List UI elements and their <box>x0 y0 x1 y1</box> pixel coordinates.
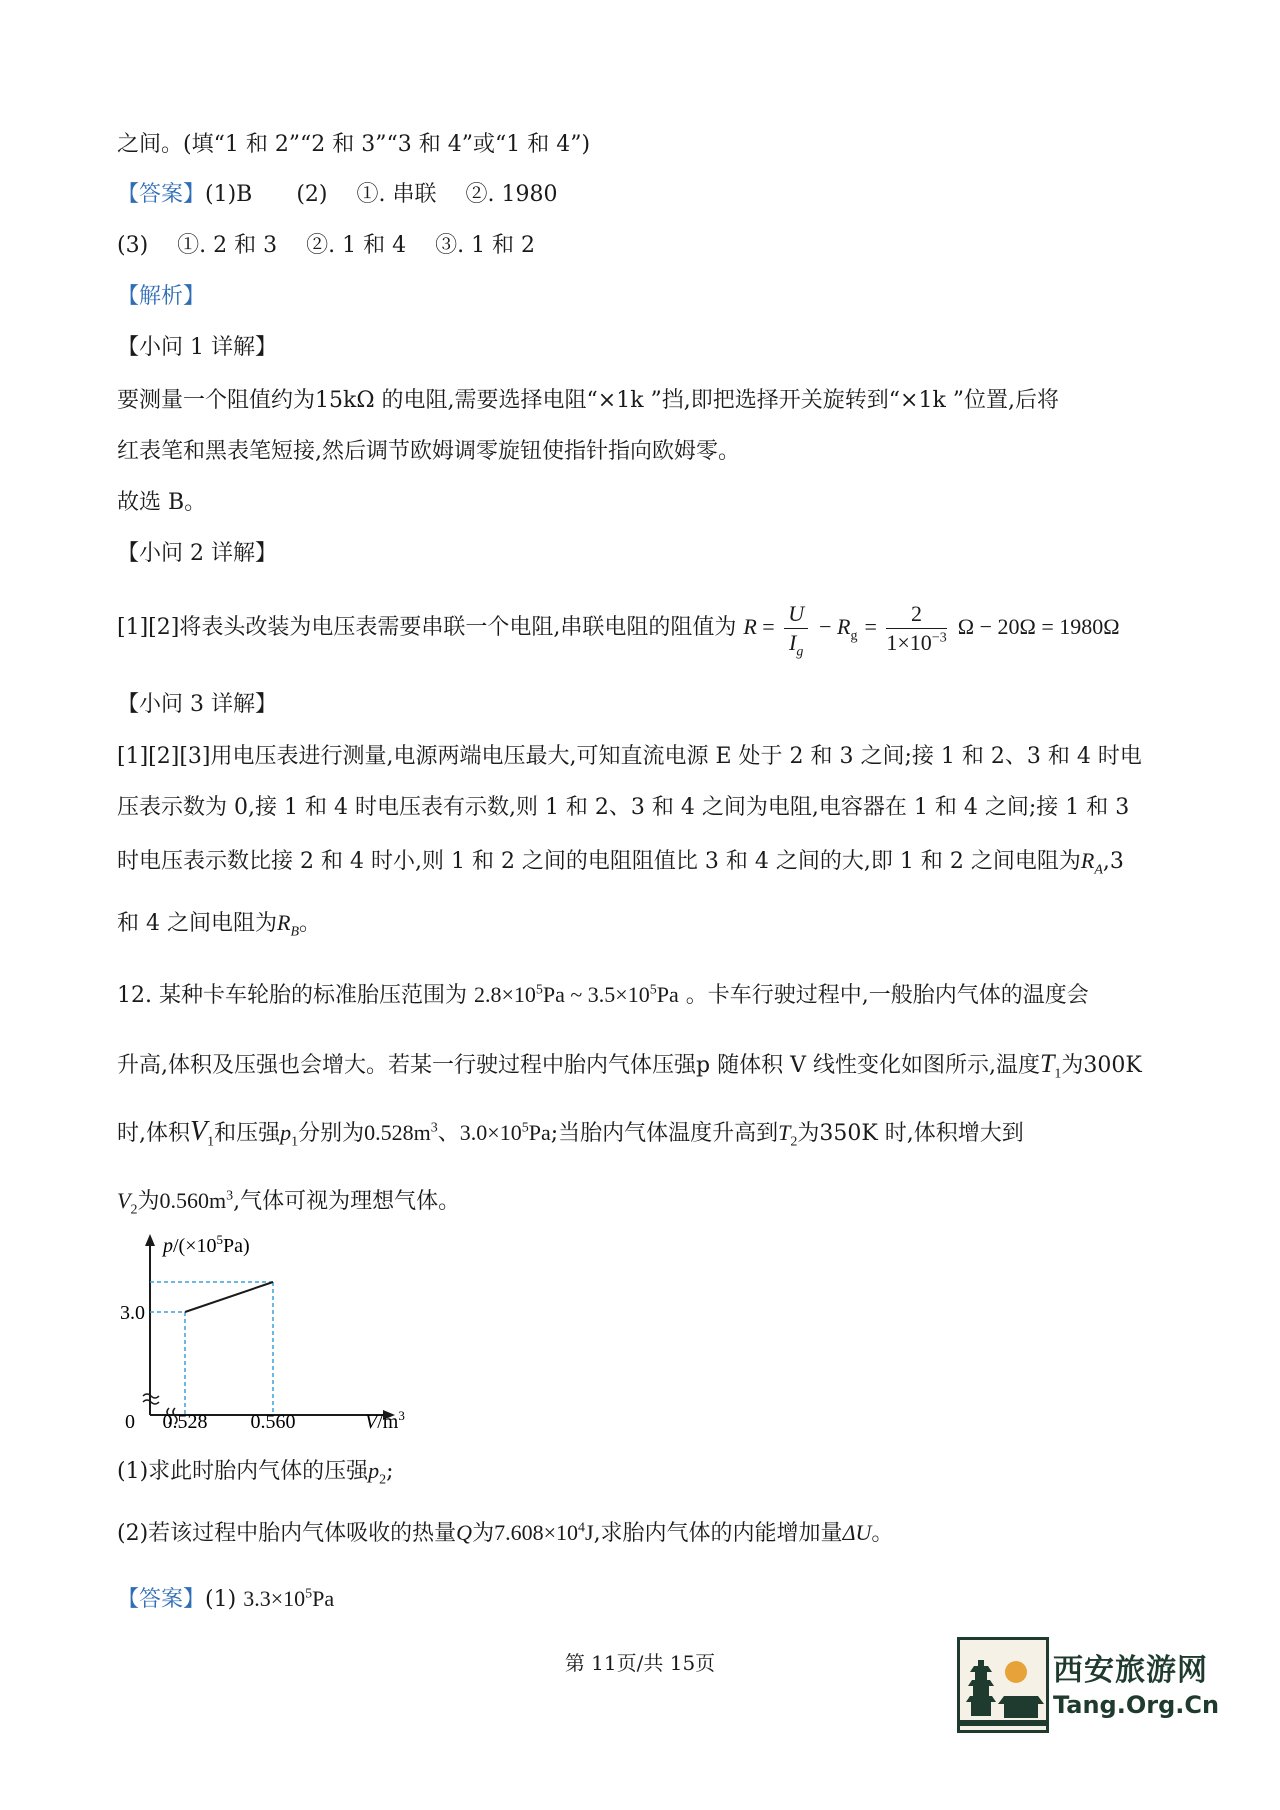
q2-heading: 【小问 2 详解】 <box>117 541 277 566</box>
pagoda-icon <box>957 1637 1049 1733</box>
answer-line-1 <box>117 180 557 210</box>
q2-para-1: [1][2]将表头改装为电压表需要串联一个电阻,串联电阻的阻值为 R = $\frac{U}{I_g}$ − $R_g$ = $\frac{2}{1\times 10^{-3}}$ Ω − 20Ω = 1980Ω <box>117 600 1120 659</box>
sub-question-1: (1)求此时胎内气体的压强$p_2$; <box>117 1458 394 1488</box>
x-tick-label-0.528: 0.528 <box>162 1411 208 1430</box>
q3-para-1: [1][2][3]用电压表进行测量,电源两端电压最大,可知直流电源 E 处于 2 和 3 之间;接 1 和 2、3 和 4 时电 <box>117 744 1142 769</box>
answer-tag: 【答案】 <box>117 182 206 207</box>
y-axis-arrow <box>145 1234 155 1246</box>
p-v-graph <box>115 1230 435 1430</box>
logo-text-cn: 西安旅游网 <box>1053 1653 1208 1688</box>
y-tick-label-3.0: 3.0 <box>120 1302 145 1324</box>
formula-R: R <box>743 614 757 639</box>
series-line-p-v <box>185 1282 273 1312</box>
formula-frac-2-over-1e-3: $\frac{2}{1\times 10^{-3}}$ <box>886 600 947 655</box>
formula-frac-U-Ig: $\frac{U}{I_g}$ <box>784 600 808 657</box>
q3-para-4: 和 4 之间电阻为$R_B$。 <box>117 910 322 940</box>
q1-para-3: 故选 B。 <box>117 490 207 515</box>
problem-12-line-1: 12. 某种卡车轮胎的标准胎压范围为 $2.8\times 10^5Pa$ ~ $3.5\times 10^5Pa$ 。卡车行驶过程中,一般胎内气体的温度会 <box>117 982 1089 1008</box>
formula-result: Ω − 20Ω = 1980Ω <box>957 614 1120 639</box>
problem-12-line-4: $V_2$为$0.560m^3$,气体可视为理想气体。 <box>117 1188 461 1218</box>
q1-para-2: 红表笔和黑表笔短接,然后调节欧姆调零旋钮使指针指向欧姆零。 <box>117 439 740 464</box>
answer-line-2: (3) ①. 2 和 3 ②. 1 和 4 ③. 1 和 2 <box>117 233 536 258</box>
q3-heading: 【小问 3 详解】 <box>117 692 277 717</box>
x-tick-label-0.560: 0.560 <box>250 1411 296 1430</box>
problem-12-line-3: 时,体积$V_1$和压强$p_1$分别为$0.528m^3$、$3.0\times 10^5Pa$;当胎内气体温度升高到$T_2$为350K 时,体积增大到 <box>117 1116 1024 1150</box>
answer-line-12: 【答案】(1) $3.3\times 10^5Pa$ <box>117 1586 335 1612</box>
answer-text: (1)B (2) ①. 串联 ②. 1980 <box>205 182 558 207</box>
answer-tag-12: 【答案】 <box>117 1587 206 1612</box>
origin-label: 0 <box>125 1411 135 1430</box>
problem-12-line-2: 升高,体积及压强也会增大。若某一行驶过程中胎内气体压强p 随体积 V 线性变化如图所示,温度$T_1$为300K <box>117 1049 1142 1082</box>
page-footer: 第 11页/共 15页 <box>564 1651 716 1675</box>
y-axis-label: $p/(\times 10^5Pa)$ <box>163 1232 250 1257</box>
q3-para-3: 时电压表示数比接 2 和 4 时小,则 1 和 2 之间的电阻阻值比 3 和 4 之间的大,即 1 和 2 之间电阻为$R_A,3$ <box>117 848 1124 878</box>
q3-para-2: 压表示数为 0,接 1 和 4 时电压表有示数,则 1 和 2、3 和 4 之间为电阻,电容器在 1 和 4 之间;接 1 和 3 <box>117 795 1130 820</box>
q1-para-1: 要测量一个阻值约为15kΩ 的电阻,需要选择电阻“×1k ”挡,即把选择开关旋转到“×1k ”位置,后将 <box>117 388 1060 413</box>
logo-text-en: Tang.Org.Cn <box>1053 1691 1220 1719</box>
sub-question-2: (2)若该过程中胎内气体吸收的热量Q为$7.608\times 10^4J$,求胎内气体的内能增加量ΔU。 <box>117 1520 894 1546</box>
site-logo <box>957 1637 1220 1735</box>
q1-heading: 【小问 1 详解】 <box>117 335 277 360</box>
x-axis-label: $V/m^3$ <box>365 1408 405 1430</box>
analysis-tag: 【解析】 <box>117 284 206 309</box>
line-fill-instruction: 之间。(填“1 和 2”“2 和 3”“3 和 4”或“1 和 4”) <box>117 132 591 157</box>
